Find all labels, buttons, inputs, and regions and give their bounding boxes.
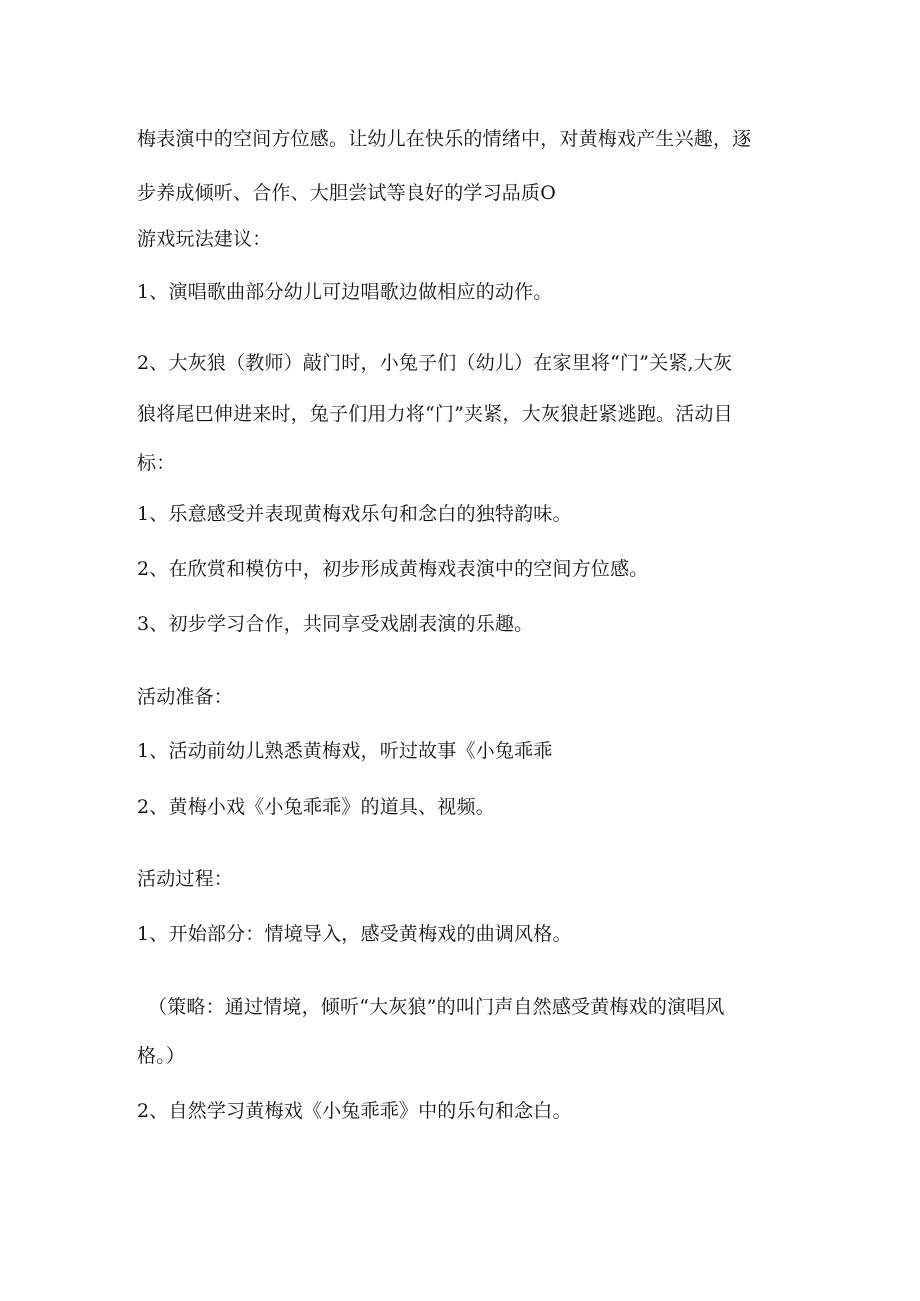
paragraph-line: 狼将尾巴伸进来时，兔子们用力将“门”夹紧，大灰狼赶紧逃跑。活动目 bbox=[137, 403, 733, 425]
strategy-note: （策略：通过情境，倾听“大灰狼”的叫门声自然感受黄梅戏的演唱风 bbox=[148, 996, 725, 1018]
list-item: 1、开始部分：情境导入，感受黄梅戏的曲调风格。 bbox=[137, 923, 572, 945]
section-heading: 活动准备： bbox=[137, 686, 234, 708]
paragraph-line: 梅表演中的空间方位感。让幼儿在快乐的情绪中，对黄梅戏产生兴趣，逐 bbox=[137, 128, 752, 150]
paragraph-line: 标： bbox=[137, 452, 176, 474]
list-item: 1、乐意感受并表现黄梅戏乐句和念白的独特韵味。 bbox=[137, 503, 572, 525]
list-item: 3、初步学习合作，共同享受戏剧表演的乐趣。 bbox=[137, 613, 534, 635]
list-item: 2、在欣赏和模仿中，初步形成黄梅戏表演中的空间方位感。 bbox=[137, 558, 649, 580]
section-heading: 活动过程： bbox=[137, 868, 234, 890]
list-item: 1、演唱歌曲部分幼儿可边唱歌边做相应的动作。 bbox=[137, 281, 553, 303]
paragraph-line: 步养成倾听、合作、大胆尝试等良好的学习品质O bbox=[137, 182, 556, 204]
list-item: 2、黄梅小戏《小兔乖乖》的道具、视频。 bbox=[137, 796, 495, 818]
list-item: 2、大灰狼（教师）敲门时，小兔子们（幼儿）在家里将“门”关紧,大灰 bbox=[137, 352, 733, 374]
strategy-note-continuation: 格。） bbox=[137, 1045, 186, 1067]
list-item: 1、活动前幼儿熟悉黄梅戏，听过故事《小兔乖乖 bbox=[137, 740, 553, 762]
section-heading: 游戏玩法建议： bbox=[137, 228, 272, 250]
list-item: 2、自然学习黄梅戏《小兔乖乖》中的乐句和念白。 bbox=[137, 1100, 572, 1122]
